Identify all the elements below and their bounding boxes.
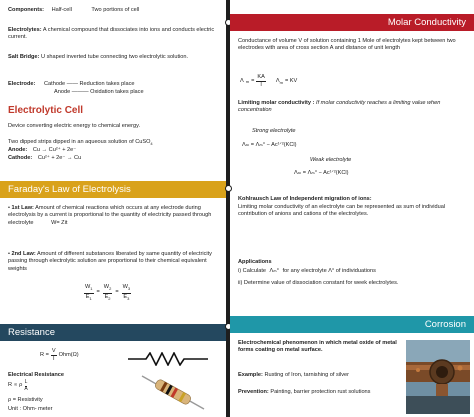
arrow-right-icon: ——: [66, 81, 78, 87]
faraday-banner: [0, 181, 226, 198]
corrosion-prevention: Prevention: Painting, barrier protection rust solutions: [238, 389, 371, 395]
molar-conductivity-banner: [230, 14, 474, 31]
left-column: [0, 0, 226, 417]
electrical-resistance-label: Electrical Resistance: [8, 372, 64, 378]
bullet-icon: •: [8, 205, 10, 211]
faraday-title: Faraday's Law of Electrolysis: [8, 184, 131, 195]
resistance-banner: [0, 324, 226, 341]
kohlrausch-title: Kohlrausch Law of Independent migration of ions:: [238, 196, 372, 202]
faraday-second-law: • 2nd Law: Amount of different substances liberated by same quantity of electricity passing through electrolytic solution are proportional to their chemical equivalent weights: [8, 251, 212, 272]
resistor-component-icon: [140, 370, 206, 412]
strong-electrolyte-label: Strong electrolyte: [252, 128, 296, 134]
cathode-equation: Cathode: Cu²⁺ + 2e⁻ → Cu: [8, 155, 82, 161]
resistivity-unit: Unit : Ohm- meter: [8, 406, 53, 412]
corrosion-def: Electrochemical phenomenon in which metal oxide of metal forms coating on metal surface.: [238, 340, 397, 354]
corrosion-example: Example: Rusting of Iron, tarnishing of silver: [238, 372, 350, 378]
corrosion-banner: [230, 316, 474, 333]
resistance-proportional-formula: R ∝ ρ L A: [8, 379, 28, 392]
components-row: Components: Half-cell Two portions of cell: [8, 7, 140, 13]
rusty-pipe-image: [406, 340, 470, 414]
electrolytic-cell-strips: Two dipped strips dipped in an aqueous solution of CuSO$_4$: [8, 139, 153, 147]
application-2: ii) Determine value of dissociation constant for week electrolytes.: [238, 280, 399, 286]
molar-conductivity-title: Molar Conductivity: [387, 17, 466, 28]
resistor-symbol-icon: [128, 352, 208, 366]
faraday-first-law: • 1st Law: Amount of chemical reactions which occurs at any electrode during electrolysis by a current is proportional to the quantity of electricity passed through electrolyte W= Zit: [8, 205, 212, 226]
electrode-anode-row: Anode ——— Oxidation takes place: [54, 89, 144, 95]
electrode-cathode-row: Cathode —— Reduction takes place: [44, 81, 135, 87]
faraday-ratio-equation: $\frac{W_1}{E_1}$ = $\frac{W_2}{E_2}$ = $\frac{W_3}{E_3}$: [85, 284, 131, 301]
applications-title: Applications: [238, 259, 272, 265]
resistivity-def: ρ = Resistivity: [8, 397, 43, 403]
electrolytic-cell-heading: Electrolytic Cell: [8, 105, 84, 116]
right-column: [230, 0, 474, 417]
weak-electrolyte-label: Weak electrolyte: [310, 157, 352, 163]
bullet-icon: •: [8, 251, 10, 257]
electrode-label: Electrode:: [8, 81, 36, 87]
limiting-molar-conductivity: Limiting molar conductivity : If molar conductivity reaches a limiting value when concentration: [238, 100, 441, 114]
molar-conductivity-def: Conductance of volume V of solution containing 1 Mole of electrolytes kept between two electrodes with area of cross section A and distance of unit length: [238, 38, 456, 52]
strong-electrolyte-equation: Λₘ = Λₘ° − Ac¹ᐟ²(KCl): [242, 142, 297, 148]
corrosion-title: Corrosion: [424, 319, 466, 330]
salt-bridge-def: Salt Bridge: U shaped inverted tube connecting two electrolytic solution.: [8, 54, 189, 60]
arrow-right-icon: ———: [71, 89, 89, 95]
molar-equation: Λ m = $\frac{KA}{l}$ $\Lambda_m$ = KV: [240, 74, 298, 89]
resistance-formula: R = $\frac{V}{I}$ Ohm(Ω): [40, 348, 79, 363]
anode-equation: Anode: Cu → Cu²⁺ + 2e⁻: [8, 147, 77, 153]
electrolytic-cell-desc: Device converting electric energy to chemical energy.: [8, 123, 141, 129]
application-1: i) Calculate Λₘ° for any electrolyte Λ° of individuations: [238, 268, 376, 274]
weak-electrolyte-equation: Λₘ = Λₘ° − Ac¹ᐟ²(KCl): [294, 170, 349, 176]
resistance-title: Resistance: [8, 327, 55, 338]
electrolytes-def: Electrolytes: A chemical compound that dissociates into ions and conducts electric current.: [8, 27, 215, 41]
kohlrausch-text: Limiting molar conductivity of an electrolyte can be represented as sum of individual contribution of anions and cations of the electrolytes.: [238, 204, 446, 218]
